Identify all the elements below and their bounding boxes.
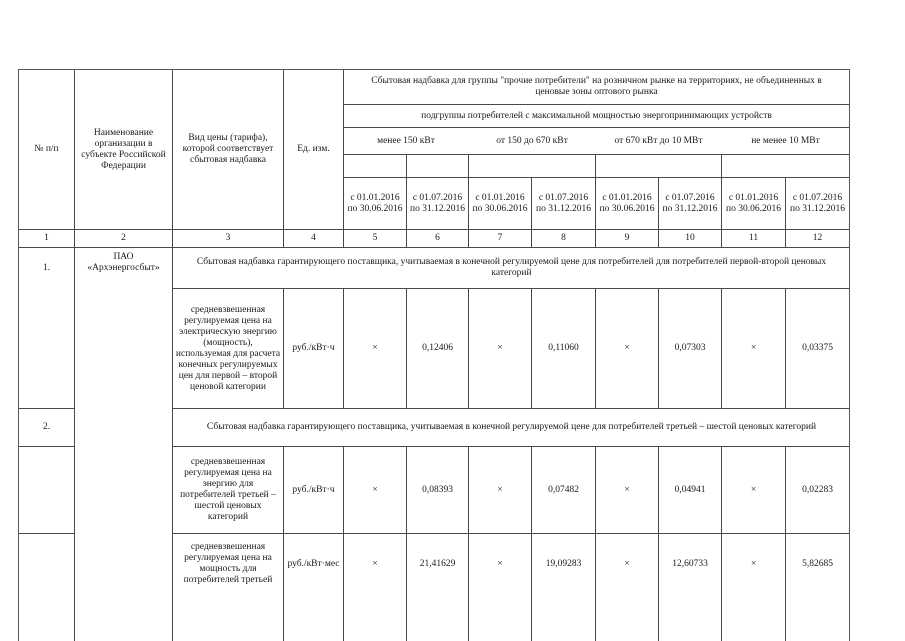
colnum-12: 12 bbox=[812, 233, 823, 243]
period-8: с 01.07.2016 по 31.12.2016 bbox=[536, 192, 591, 214]
value-cell: × bbox=[750, 558, 757, 569]
value-cell: × bbox=[497, 343, 503, 353]
value-cell: × bbox=[624, 558, 630, 569]
power-group-1: менее 150 кВт bbox=[377, 135, 435, 146]
value-cell: 0,08393 bbox=[422, 484, 453, 495]
value-cell: 5,82685 bbox=[802, 558, 833, 569]
section-number: 2. bbox=[42, 422, 51, 432]
value-cell: × bbox=[372, 558, 378, 569]
header-group-title: Сбытовая надбавка для группы "прочие потребители" на розничном рынке на территориях, не объединенных в ценовые зоны оптового рынка bbox=[371, 76, 822, 97]
period-6: с 01.07.2016 по 31.12.2016 bbox=[410, 192, 465, 214]
value-cell: 0,07303 bbox=[674, 343, 706, 353]
colnum-2: 2 bbox=[121, 233, 126, 243]
period-10: с 01.07.2016 по 31.12.2016 bbox=[662, 192, 718, 214]
period-9: с 01.01.2016 по 30.06.2016 bbox=[599, 192, 655, 214]
header-organization: Наименование организации в субъекте Российской Федерации bbox=[81, 127, 166, 171]
section-number: 1. bbox=[42, 262, 51, 273]
colnum-1: 1 bbox=[44, 233, 49, 243]
section-title: Сбытовая надбавка гарантирующего поставщика, учитываемая в конечной регулируемой цене для потребителей для потребителей первой-второй ценовых категорий bbox=[196, 257, 827, 278]
period-5: с 01.01.2016 по 30.06.2016 bbox=[347, 192, 403, 214]
value-cell: 21,41629 bbox=[419, 558, 456, 569]
header-unit: Ед. изм. bbox=[297, 144, 330, 154]
price-type-cell: средневзвешенная регулируемая цена на электрическую энергию (мощность), используемая для расчета конечных регулируемых цен для первой – второй ценовой категории bbox=[175, 304, 281, 392]
value-cell: × bbox=[372, 484, 378, 495]
colnum-10: 10 bbox=[685, 233, 695, 243]
colnum-5: 5 bbox=[372, 233, 378, 243]
period-12: с 01.07.2016 по 31.12.2016 bbox=[790, 192, 845, 214]
colnum-3: 3 bbox=[225, 233, 231, 243]
header-subgroup-title: подгруппы потребителей с максимальной мощностью энергопринимающих устройств bbox=[421, 110, 772, 121]
colnum-6: 6 bbox=[435, 233, 440, 243]
value-cell: 0,07482 bbox=[548, 484, 579, 495]
colnum-8: 8 bbox=[561, 233, 566, 243]
section-title: Сбытовая надбавка гарантирующего поставщика, учитываемая в конечной регулируемой цене для потребителей третьей – шестой ценовых категорий bbox=[206, 422, 817, 432]
value-cell: 0,02283 bbox=[802, 484, 833, 495]
unit-cell: руб./кВт·мес bbox=[287, 558, 340, 569]
power-group-2: от 150 до 670 кВт bbox=[496, 135, 568, 146]
power-group-3: от 670 кВт до 10 МВт bbox=[614, 135, 703, 146]
value-cell: 0,12406 bbox=[422, 343, 453, 353]
value-cell: × bbox=[372, 343, 378, 353]
header-number: № п/п bbox=[34, 144, 59, 154]
value-cell: × bbox=[750, 484, 757, 495]
value-cell: 12,60733 bbox=[672, 558, 708, 569]
period-7: с 01.01.2016 по 30.06.2016 bbox=[472, 192, 528, 214]
value-cell: × bbox=[497, 484, 503, 495]
unit-cell: руб./кВт·ч bbox=[292, 343, 335, 353]
price-type-cell: средневзвешенная регулируемая цена на энергию для потребителей третьей – шестой ценовых категорий bbox=[180, 457, 276, 522]
colnum-9: 9 bbox=[624, 233, 630, 243]
value-cell: × bbox=[497, 558, 503, 569]
value-cell: 0,04941 bbox=[674, 484, 706, 495]
colnum-4: 4 bbox=[311, 233, 316, 243]
value-cell: × bbox=[624, 343, 630, 353]
value-cell: 19,09283 bbox=[545, 558, 582, 569]
value-cell: 0,03375 bbox=[802, 343, 833, 353]
colnum-11: 11 bbox=[748, 233, 759, 243]
tariff-table bbox=[18, 69, 850, 641]
organization-name: ПАО «Архэнергосбыт» bbox=[87, 252, 160, 273]
price-type-cell: средневзвешенная регулируемая цена на мощность для потребителей третьей bbox=[183, 542, 273, 585]
power-group-4: не менее 10 МВт bbox=[751, 135, 820, 146]
colnum-7: 7 bbox=[497, 233, 503, 243]
header-price-type: Вид цены (тарифа), которой соответствует сбытовая надбавка bbox=[182, 133, 274, 165]
period-11: с 01.01.2016 по 30.06.2016 bbox=[726, 192, 781, 214]
value-cell: × bbox=[750, 343, 757, 353]
unit-cell: руб./кВт·ч bbox=[292, 484, 335, 495]
value-cell: × bbox=[624, 484, 630, 495]
value-cell: 0,11060 bbox=[548, 343, 579, 353]
